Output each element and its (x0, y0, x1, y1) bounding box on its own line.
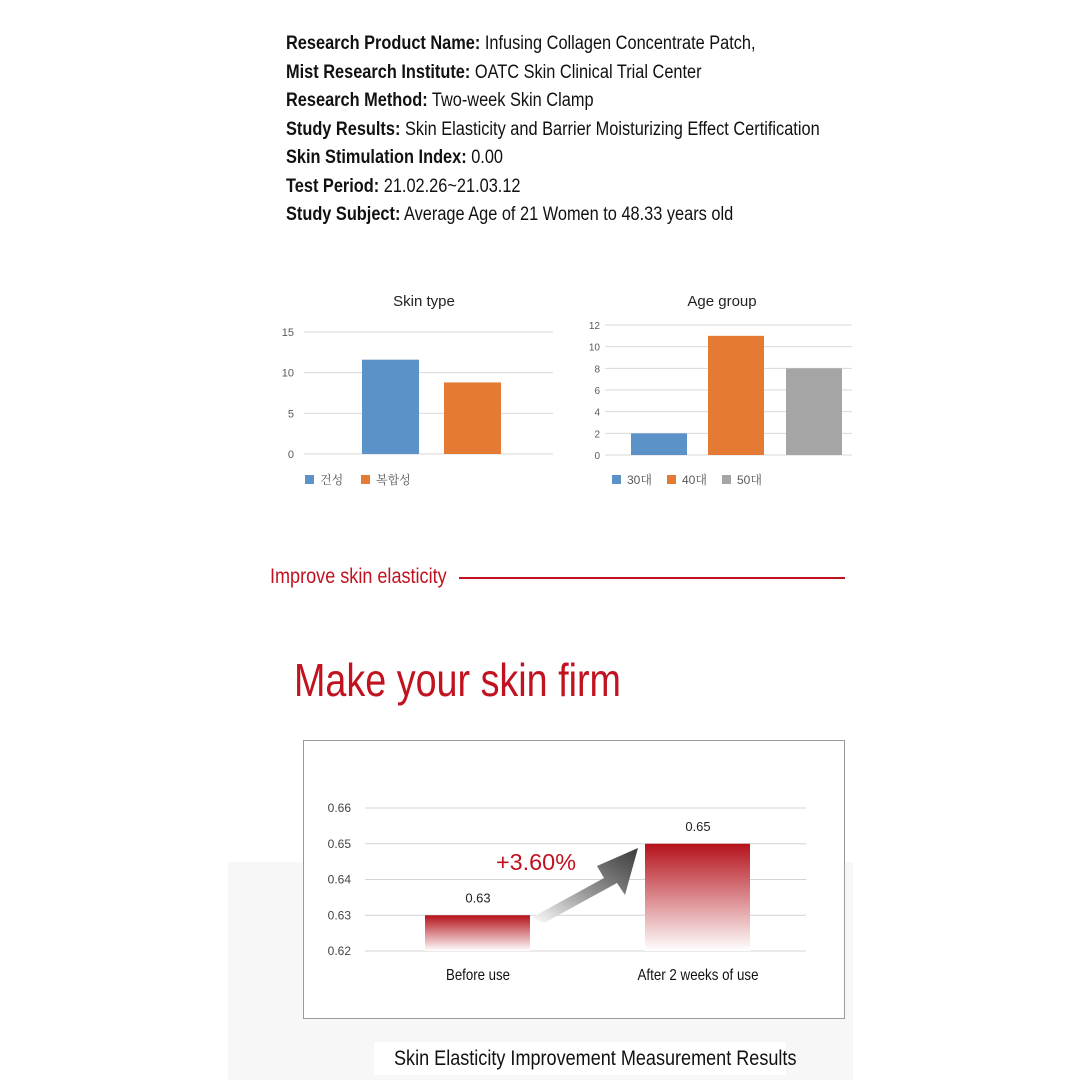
increase-annotation: +3.60% (496, 849, 576, 875)
age-group-chart (575, 285, 865, 500)
bar (786, 368, 842, 455)
skin-type-chart (270, 285, 570, 500)
legend-label: 30대 (627, 473, 652, 487)
info-line (286, 173, 820, 202)
info-label: Mist Research Institute: (286, 61, 471, 83)
y-tick-label: 0.65 (327, 836, 351, 851)
info-value: Average Age of 21 Women to 48.33 years old (400, 204, 734, 225)
info-value: OATC Skin Clinical Trial Center (470, 61, 702, 83)
bar (645, 844, 750, 951)
legend-label: 50대 (737, 473, 762, 487)
y-tick-label: 4 (594, 407, 600, 419)
bar (362, 360, 419, 454)
data-label: 0.63 (465, 890, 491, 906)
legend-swatch (361, 475, 370, 484)
y-tick-label: 0.64 (327, 872, 351, 887)
y-tick-label: 2 (594, 429, 600, 441)
chart-title: Skin type (393, 293, 455, 310)
y-tick-label: 8 (594, 364, 600, 376)
info-line (286, 144, 820, 173)
info-value: Infusing Collagen Concentrate Patch, (480, 33, 756, 54)
x-category-label: After 2 weeks of use (637, 967, 759, 984)
page-headline: Make your skin firm (294, 654, 621, 706)
legend-swatch (612, 475, 621, 484)
y-tick-label: 12 (588, 321, 600, 332)
y-tick-label: 5 (287, 408, 294, 421)
chart-caption: Skin Elasticity Improvement Measurement Results (394, 1047, 797, 1070)
bar (444, 382, 501, 454)
elasticity-chart (303, 740, 845, 1019)
y-tick-label: 0 (287, 449, 294, 461)
info-label: Research Method: (286, 90, 428, 111)
bar (425, 915, 530, 951)
info-line (286, 59, 820, 88)
info-label: Research Product Name: (286, 33, 481, 54)
legend-swatch (667, 475, 676, 484)
info-line (286, 87, 820, 116)
bar (708, 336, 764, 455)
info-value: 0.00 (466, 147, 504, 168)
section-divider (459, 577, 845, 579)
legend-label: 건성 (320, 473, 344, 487)
info-label: Study Subject: (286, 204, 401, 225)
info-label: Study Results: (286, 118, 401, 140)
x-category-label: Before use (446, 967, 511, 984)
y-tick-label: 0.63 (327, 908, 351, 923)
bar (631, 433, 687, 455)
y-tick-label: 0.66 (327, 801, 351, 815)
info-value: 21.02.26~21.03.12 (379, 175, 521, 197)
y-tick-label: 10 (588, 342, 600, 354)
y-tick-label: 10 (281, 367, 294, 380)
y-tick-label: 15 (281, 327, 294, 339)
y-tick-label: 0 (594, 451, 600, 462)
y-tick-label: 6 (594, 386, 600, 397)
data-label: 0.65 (685, 818, 711, 834)
info-line (286, 201, 820, 230)
legend-label: 40대 (682, 473, 707, 487)
study-info (286, 30, 907, 230)
info-label: Skin Stimulation Index: (286, 147, 467, 168)
section-label: Improve skin elasticity (270, 565, 447, 588)
info-value: Skin Elasticity and Barrier Moisturizing Effect Certification (400, 118, 820, 140)
info-line (286, 30, 820, 59)
legend-swatch (722, 475, 731, 484)
info-label: Test Period: (286, 175, 380, 197)
y-tick-label: 0.62 (327, 944, 351, 958)
legend-swatch (305, 475, 314, 484)
info-line (286, 116, 820, 145)
chart-title: Age group (687, 293, 757, 310)
legend-label: 복합성 (376, 473, 411, 487)
info-value: Two-week Skin Clamp (427, 90, 594, 111)
